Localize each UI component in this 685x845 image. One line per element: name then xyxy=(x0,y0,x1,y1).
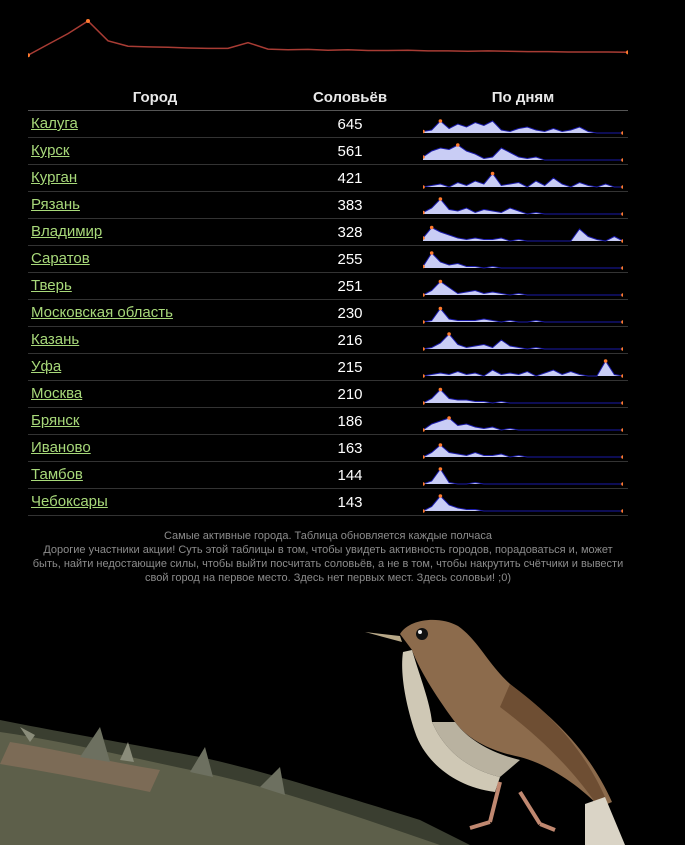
daily-sparkline xyxy=(423,247,623,271)
activity-trend-chart xyxy=(28,12,628,64)
table-row xyxy=(28,165,628,192)
trend-peak-marker xyxy=(86,19,90,23)
sparkline-end-marker xyxy=(621,509,623,513)
sparkline-area xyxy=(423,253,623,268)
daily-sparkline-cell xyxy=(418,165,628,192)
table-row xyxy=(28,381,628,408)
daily-sparkline xyxy=(423,328,623,352)
daily-sparkline xyxy=(423,220,623,244)
sparkline-peak-marker xyxy=(456,143,460,147)
table-row xyxy=(28,138,628,165)
daily-sparkline xyxy=(423,463,623,487)
sparkline-end-marker xyxy=(621,374,623,378)
city-ranking-table xyxy=(28,84,628,516)
daily-sparkline-cell xyxy=(418,111,628,138)
sparkline-end-marker xyxy=(423,347,425,351)
caption-title: Самые активные города. Таблица обновляется каждые полчаса xyxy=(163,530,493,542)
city-link[interactable]: Московская область xyxy=(31,304,173,321)
count-cell: 328 xyxy=(282,219,418,246)
city-cell xyxy=(28,381,282,408)
daily-sparkline-cell xyxy=(418,354,628,381)
sparkline-end-marker xyxy=(621,185,623,189)
daily-sparkline xyxy=(423,274,623,298)
city-cell xyxy=(28,300,282,327)
sparkline-end-marker xyxy=(621,347,623,351)
daily-sparkline xyxy=(423,409,623,433)
count-cell: 255 xyxy=(282,246,418,273)
city-cell xyxy=(28,489,282,516)
daily-sparkline-cell xyxy=(418,462,628,489)
sparkline-line xyxy=(423,469,623,484)
city-link[interactable]: Брянск xyxy=(31,412,80,429)
sparkline-area xyxy=(423,496,623,511)
sparkline-peak-marker xyxy=(491,172,495,176)
header-days: По дням xyxy=(418,84,628,111)
sparkline-area xyxy=(423,445,623,457)
trend-end-marker xyxy=(626,50,628,54)
daily-sparkline-cell xyxy=(418,246,628,273)
city-link[interactable]: Тверь xyxy=(31,277,72,294)
table-caption xyxy=(28,529,628,585)
sparkline-area xyxy=(423,390,623,404)
city-link[interactable]: Казань xyxy=(31,331,80,348)
table-row xyxy=(28,327,628,354)
sparkline-peak-marker xyxy=(439,388,443,392)
daily-sparkline xyxy=(423,193,623,217)
city-cell xyxy=(28,219,282,246)
sparkline-end-marker xyxy=(423,374,425,378)
city-link[interactable]: Чебоксары xyxy=(31,493,108,510)
table-row xyxy=(28,111,628,138)
bird xyxy=(365,620,625,845)
count-cell: 144 xyxy=(282,462,418,489)
daily-sparkline-cell xyxy=(418,273,628,300)
sparkline-end-marker xyxy=(621,158,623,162)
sparkline-peak-marker xyxy=(439,467,443,471)
count-cell: 215 xyxy=(282,354,418,381)
daily-sparkline-cell xyxy=(418,138,628,165)
daily-sparkline xyxy=(423,490,623,514)
sparkline-peak-marker xyxy=(439,494,443,498)
daily-sparkline xyxy=(423,355,623,379)
sparkline-peak-marker xyxy=(430,226,434,230)
sparkline-area xyxy=(423,418,623,430)
daily-sparkline xyxy=(423,166,623,190)
sparkline-end-marker xyxy=(621,428,623,432)
count-cell: 143 xyxy=(282,489,418,516)
sparkline-end-marker xyxy=(621,320,623,324)
table-row xyxy=(28,300,628,327)
sparkline-line xyxy=(423,174,623,188)
sparkline-area xyxy=(423,334,623,349)
table-row xyxy=(28,354,628,381)
table-row xyxy=(28,489,628,516)
count-cell: 163 xyxy=(282,435,418,462)
sparkline-end-marker xyxy=(621,293,623,297)
sparkline-peak-marker xyxy=(439,197,443,201)
daily-sparkline xyxy=(423,139,623,163)
count-cell: 383 xyxy=(282,192,418,219)
sparkline-end-marker xyxy=(423,185,425,189)
daily-sparkline-cell xyxy=(418,489,628,516)
city-cell xyxy=(28,408,282,435)
sparkline-peak-marker xyxy=(447,332,451,336)
sparkline-peak-marker xyxy=(430,251,434,255)
city-link[interactable]: Саратов xyxy=(31,250,90,267)
city-cell xyxy=(28,435,282,462)
table-row xyxy=(28,273,628,300)
daily-sparkline-cell xyxy=(418,219,628,246)
count-cell: 421 xyxy=(282,165,418,192)
city-cell xyxy=(28,165,282,192)
count-cell: 186 xyxy=(282,408,418,435)
daily-sparkline-cell xyxy=(418,192,628,219)
daily-sparkline-cell xyxy=(418,435,628,462)
daily-sparkline-cell xyxy=(418,381,628,408)
count-cell: 251 xyxy=(282,273,418,300)
sparkline-peak-marker xyxy=(439,119,443,123)
count-cell: 645 xyxy=(282,111,418,138)
table-row xyxy=(28,435,628,462)
daily-sparkline xyxy=(423,301,623,325)
sparkline-end-marker xyxy=(621,131,623,135)
header-count: Соловьёв xyxy=(282,84,418,111)
sparkline-area xyxy=(423,282,623,296)
header-city: Город xyxy=(28,84,282,111)
sparkline-area xyxy=(423,199,623,214)
table-row xyxy=(28,192,628,219)
city-link[interactable]: Иваново xyxy=(31,439,91,456)
daily-sparkline xyxy=(423,436,623,460)
city-cell xyxy=(28,246,282,273)
city-cell xyxy=(28,327,282,354)
sparkline-end-marker xyxy=(621,455,623,459)
sparkline-peak-marker xyxy=(439,280,443,284)
table-row xyxy=(28,219,628,246)
caption-description: Дорогие участники акции! Суть этой таблицы в том, чтобы увидеть активность городов, порадоваться и, может быть, найти недостающие силы, чтобы выйти посчитать соловьёв, а не в том, чтобы накрутить счётчики и вывести свой город на первое место. Здесь нет первых мест. Здесь соловьи! ;0) xyxy=(32,544,624,584)
sparkline-line xyxy=(423,309,623,323)
table-row xyxy=(28,246,628,273)
count-cell: 216 xyxy=(282,327,418,354)
sparkline-peak-marker xyxy=(604,359,608,363)
count-cell: 210 xyxy=(282,381,418,408)
sparkline-end-marker xyxy=(621,401,623,405)
sparkline-area xyxy=(423,469,623,484)
city-cell xyxy=(28,273,282,300)
city-link[interactable]: Рязань xyxy=(31,196,80,213)
city-cell xyxy=(28,111,282,138)
sparkline-end-marker xyxy=(621,212,623,216)
city-link[interactable]: Уфа xyxy=(31,358,62,375)
sparkline-end-marker xyxy=(621,482,623,486)
daily-sparkline-cell xyxy=(418,408,628,435)
sparkline-end-marker xyxy=(423,482,425,486)
sparkline-end-marker xyxy=(423,320,425,324)
sparkline-end-marker xyxy=(621,266,623,270)
city-link[interactable]: Тамбов xyxy=(31,466,83,483)
daily-sparkline xyxy=(423,112,623,136)
city-cell xyxy=(28,354,282,381)
table-row xyxy=(28,408,628,435)
branch xyxy=(0,720,470,845)
city-link[interactable]: Калуга xyxy=(31,115,78,132)
count-cell: 230 xyxy=(282,300,418,327)
city-link[interactable]: Владимир xyxy=(31,223,103,240)
city-cell xyxy=(28,462,282,489)
trend-line xyxy=(28,21,628,55)
daily-sparkline-cell xyxy=(418,300,628,327)
sparkline-area xyxy=(423,228,623,242)
sparkline-peak-marker xyxy=(447,416,451,420)
sparkline-peak-marker xyxy=(439,443,443,447)
table-row xyxy=(28,462,628,489)
daily-sparkline xyxy=(423,382,623,406)
city-cell xyxy=(28,138,282,165)
city-cell xyxy=(28,192,282,219)
sparkline-area xyxy=(423,361,623,376)
city-link[interactable]: Курган xyxy=(31,169,78,186)
table-header-row xyxy=(28,84,628,111)
daily-sparkline-cell xyxy=(418,327,628,354)
sparkline-peak-marker xyxy=(439,307,443,311)
city-link[interactable]: Курск xyxy=(31,142,70,159)
count-cell: 561 xyxy=(282,138,418,165)
city-link[interactable]: Москва xyxy=(31,385,83,402)
nightingale-photo xyxy=(0,592,685,845)
